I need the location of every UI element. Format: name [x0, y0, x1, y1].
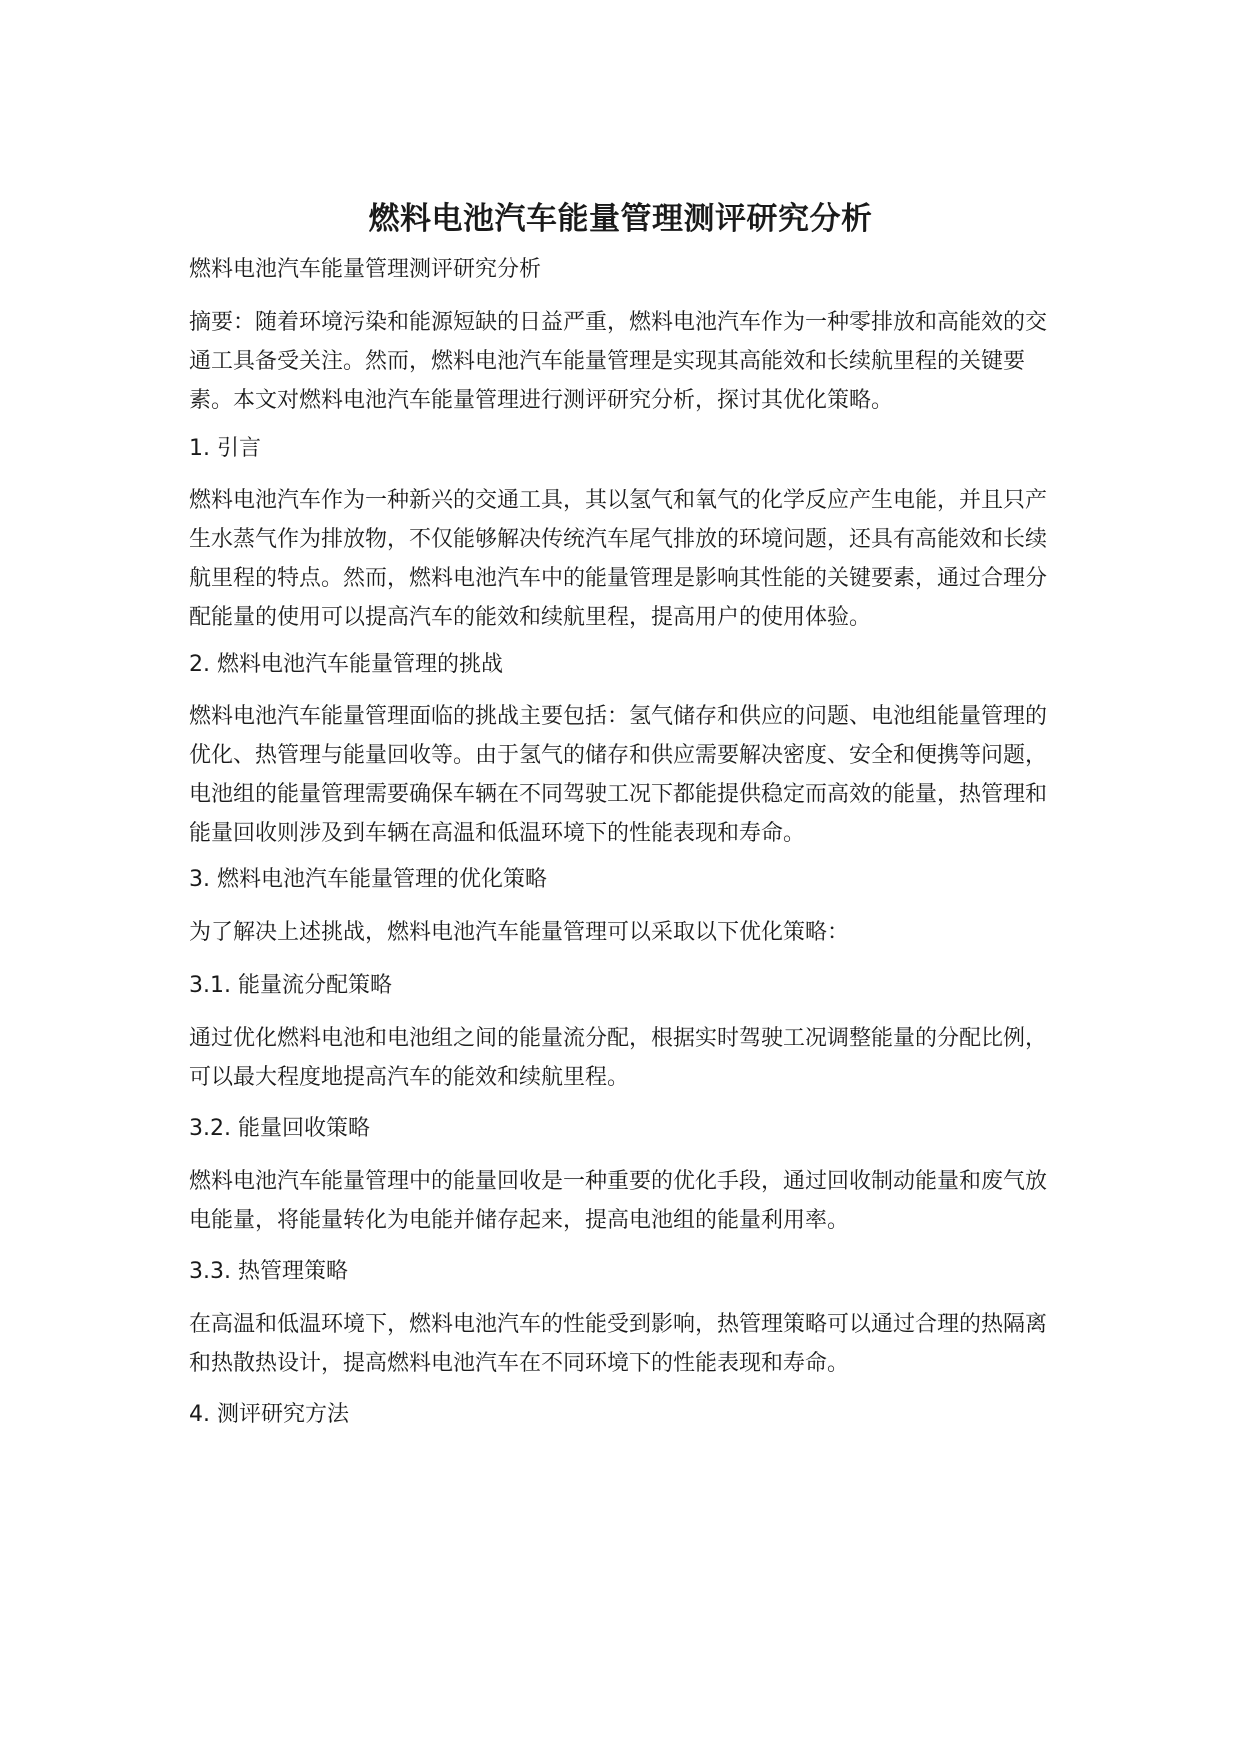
section-paragraph-1: 燃料电池汽车作为一种新兴的交通工具，其以氢气和氧气的化学反应产生电能，并且只产生水蒸气作为排放物，不仅能够解决传统汽车尾气排放的环境问题，还具有高能效和长续航里程的特点。然而，燃料电池汽车中的能量管理是影响其性能的关键要素，通过合理分配能量的使用可以提高汽车的能效和续航里程，提高用户的使用体验。	[189, 488, 1048, 630]
abstract-paragraph: 摘要：随着环境污染和能源短缺的日益严重，燃料电池汽车作为一种零排放和高能效的交通工具备受关注。然而，燃料电池汽车能量管理是实现其高能效和长续航里程的关键要素。本文对燃料电池汽车能量管理进行测评研究分析，探讨其优化策略。	[189, 310, 1048, 413]
section-heading-3-1: 3.1. 能量流分配策略	[189, 973, 392, 998]
section-paragraph-3-2: 燃料电池汽车能量管理中的能量回收是一种重要的优化手段，通过回收制动能量和废气放电能量，将能量转化为电能并储存起来，提高电池组的能量利用率。	[189, 1169, 1048, 1233]
section-heading-3-2: 3.2. 能量回收策略	[189, 1116, 370, 1141]
section-heading-3: 3. 燃料电池汽车能量管理的优化策略	[189, 867, 547, 892]
section-paragraph-3-3: 在高温和低温环境下，燃料电池汽车的性能受到影响，热管理策略可以通过合理的热隔离和热散热设计，提高燃料电池汽车在不同环境下的性能表现和寿命。	[189, 1312, 1048, 1376]
section-paragraph-3: 为了解决上述挑战，燃料电池汽车能量管理可以采取以下优化策略：	[189, 920, 850, 945]
section-heading-3-3: 3.3. 热管理策略	[189, 1259, 348, 1284]
section-heading-1: 1. 引言	[189, 436, 261, 461]
section-heading-2: 2. 燃料电池汽车能量管理的挑战	[189, 652, 503, 677]
document-title: 燃料电池汽车能量管理测评研究分析	[368, 200, 873, 237]
document-subtitle: 燃料电池汽车能量管理测评研究分析	[189, 257, 542, 282]
section-paragraph-2: 燃料电池汽车能量管理面临的挑战主要包括：氢气储存和供应的问题、电池组能量管理的优化、热管理与能量回收等。由于氢气的储存和供应需要解决密度、安全和便携等问题，电池组的能量管理需要确保车辆在不同驾驶工况下都能提供稳定而高效的能量，热管理和能量回收则涉及到车辆在高温和低温环境下的性能表现和寿命。	[189, 704, 1048, 846]
section-heading-4: 4. 测评研究方法	[189, 1402, 349, 1427]
section-paragraph-3-1: 通过优化燃料电池和电池组之间的能量流分配，根据实时驾驶工况调整能量的分配比例，可以最大程度地提高汽车的能效和续航里程。	[189, 1026, 1048, 1090]
